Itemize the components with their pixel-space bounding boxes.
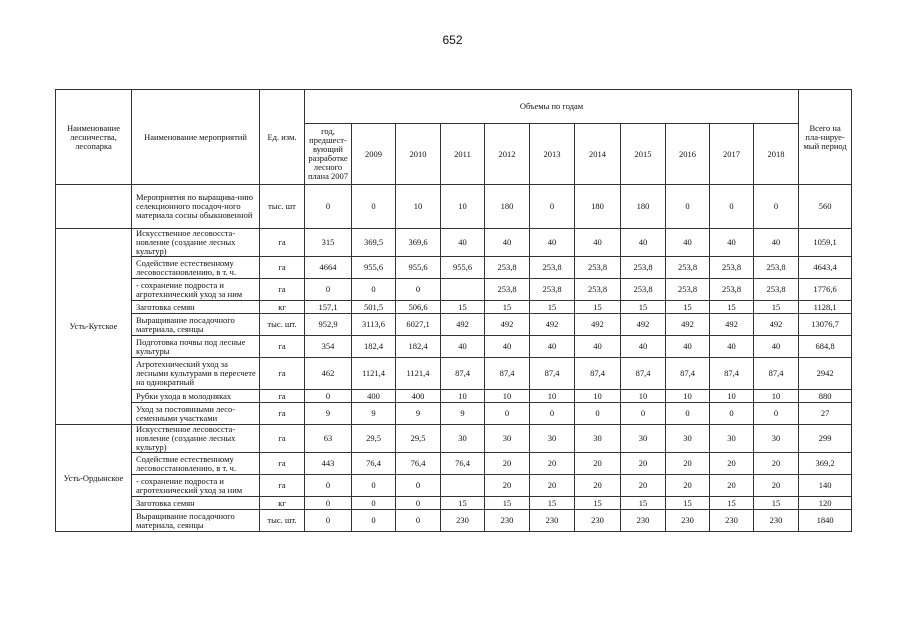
value-cell: 10 (485, 390, 530, 403)
value-cell: 40 (621, 336, 666, 358)
value-cell: 0 (396, 510, 441, 532)
value-cell: 15 (485, 497, 530, 510)
value-cell: 0 (666, 185, 710, 229)
value-cell: 10 (621, 390, 666, 403)
value-cell: 10 (666, 390, 710, 403)
activity-name: Заготовка семян (132, 301, 260, 314)
value-cell: 400 (396, 390, 441, 403)
unit-cell: га (260, 453, 305, 475)
value-cell: 1121,4 (352, 358, 396, 390)
value-cell: 87,4 (710, 358, 754, 390)
value-cell: 10 (530, 390, 575, 403)
value-cell: 40 (485, 229, 530, 257)
activity-name: Искусственное лесовосста-новление (создание лесных культур) (132, 425, 260, 453)
value-cell (441, 279, 485, 301)
unit-cell: га (260, 336, 305, 358)
value-cell: 15 (754, 497, 799, 510)
value-cell: 10 (441, 185, 485, 229)
value-cell: 0 (352, 279, 396, 301)
value-cell: 9 (352, 403, 396, 425)
value-cell: 180 (621, 185, 666, 229)
table-row (56, 510, 852, 532)
value-cell: 40 (666, 336, 710, 358)
header-year-4: 2012 (485, 124, 530, 185)
value-cell: 30 (485, 425, 530, 453)
value-cell: 10 (754, 390, 799, 403)
value-cell: 6027,1 (396, 314, 441, 336)
unit-cell: тыс. шт (260, 185, 305, 229)
value-cell: 30 (754, 425, 799, 453)
value-cell: 492 (621, 314, 666, 336)
value-cell: 492 (666, 314, 710, 336)
value-cell: 253,8 (621, 257, 666, 279)
activity-name: Заготовка семян (132, 497, 260, 510)
value-cell: 15 (621, 497, 666, 510)
value-cell: 30 (530, 425, 575, 453)
activity-name: Выращивание посадочного материала, сеянцы (132, 314, 260, 336)
value-cell: 501,5 (352, 301, 396, 314)
total-cell: 1128,1 (799, 301, 852, 314)
value-cell: 492 (575, 314, 621, 336)
unit-cell: га (260, 229, 305, 257)
value-cell: 0 (305, 185, 352, 229)
header-year-0: год, предшест-вующий разработке лесного плана 2007 (305, 124, 352, 185)
table-row (56, 301, 852, 314)
value-cell: 492 (530, 314, 575, 336)
total-cell: 1059,1 (799, 229, 852, 257)
value-cell: 40 (441, 336, 485, 358)
value-cell: 40 (666, 229, 710, 257)
value-cell: 9 (396, 403, 441, 425)
value-cell: 87,4 (530, 358, 575, 390)
value-cell: 15 (621, 301, 666, 314)
value-cell: 40 (441, 229, 485, 257)
table-row (56, 336, 852, 358)
header-unit: Ед. изм. (260, 90, 305, 185)
value-cell: 253,8 (575, 257, 621, 279)
value-cell: 0 (396, 475, 441, 497)
value-cell: 20 (530, 453, 575, 475)
value-cell: 955,6 (396, 257, 441, 279)
value-cell: 253,8 (666, 257, 710, 279)
value-cell: 3113,6 (352, 314, 396, 336)
table-row (56, 279, 852, 301)
unit-cell: кг (260, 301, 305, 314)
value-cell: 30 (710, 425, 754, 453)
value-cell: 0 (666, 403, 710, 425)
value-cell: 29,5 (396, 425, 441, 453)
value-cell: 63 (305, 425, 352, 453)
value-cell: 253,8 (575, 279, 621, 301)
value-cell: 1121,4 (396, 358, 441, 390)
total-cell: 27 (799, 403, 852, 425)
value-cell: 492 (754, 314, 799, 336)
value-cell: 157,1 (305, 301, 352, 314)
unit-cell: тыс. шт. (260, 314, 305, 336)
value-cell: 253,8 (530, 257, 575, 279)
value-cell: 10 (710, 390, 754, 403)
table-row (56, 257, 852, 279)
value-cell: 955,6 (441, 257, 485, 279)
value-cell: 10 (441, 390, 485, 403)
value-cell: 76,4 (441, 453, 485, 475)
value-cell: 955,6 (352, 257, 396, 279)
header-total: Всего на пла-нируе-мый период (799, 90, 852, 185)
header-year-3: 2011 (441, 124, 485, 185)
value-cell: 0 (710, 185, 754, 229)
unit-cell: га (260, 390, 305, 403)
total-cell: 4643,4 (799, 257, 852, 279)
value-cell: 40 (621, 229, 666, 257)
value-cell: 87,4 (441, 358, 485, 390)
table-row (56, 403, 852, 425)
activity-name: Рубки ухода в молодняках (132, 390, 260, 403)
table-row (56, 497, 852, 510)
activity-name: - сохранение подроста и агротехнический уход за ним (132, 279, 260, 301)
value-cell: 0 (754, 185, 799, 229)
value-cell: 4664 (305, 257, 352, 279)
value-cell: 230 (485, 510, 530, 532)
total-cell: 369,2 (799, 453, 852, 475)
table-row (56, 358, 852, 390)
value-cell: 40 (485, 336, 530, 358)
value-cell: 182,4 (396, 336, 441, 358)
value-cell: 15 (710, 301, 754, 314)
header-activity: Наименование мероприятий (132, 90, 260, 185)
header-year-1: 2009 (352, 124, 396, 185)
value-cell: 20 (710, 475, 754, 497)
value-cell: 0 (305, 497, 352, 510)
table-row (56, 453, 852, 475)
value-cell: 15 (441, 301, 485, 314)
value-cell: 0 (396, 497, 441, 510)
value-cell: 400 (352, 390, 396, 403)
forest-plan-table (55, 89, 852, 532)
activity-name: Мероприятия по выращива-нию селекционного посадоч-ного материала сосны обыкновенной (132, 185, 260, 229)
header-year-6: 2014 (575, 124, 621, 185)
value-cell: 0 (352, 475, 396, 497)
table-row (56, 475, 852, 497)
value-cell: 20 (754, 475, 799, 497)
value-cell: 30 (441, 425, 485, 453)
total-cell: 13076,7 (799, 314, 852, 336)
value-cell: 40 (530, 336, 575, 358)
value-cell: 506,6 (396, 301, 441, 314)
value-cell: 180 (485, 185, 530, 229)
header-year-7: 2015 (621, 124, 666, 185)
value-cell: 315 (305, 229, 352, 257)
unit-cell: га (260, 403, 305, 425)
table-row (56, 229, 852, 257)
value-cell: 40 (530, 229, 575, 257)
value-cell: 230 (575, 510, 621, 532)
value-cell: 15 (666, 497, 710, 510)
value-cell: 253,8 (485, 279, 530, 301)
forestry-name: Усть-Кутское (56, 229, 132, 425)
unit-cell: га (260, 257, 305, 279)
value-cell: 76,4 (352, 453, 396, 475)
value-cell: 20 (575, 453, 621, 475)
value-cell: 40 (754, 229, 799, 257)
value-cell: 40 (710, 336, 754, 358)
forestry-name (56, 185, 132, 229)
total-cell: 560 (799, 185, 852, 229)
value-cell: 40 (575, 229, 621, 257)
total-cell: 880 (799, 390, 852, 403)
header-year-8: 2016 (666, 124, 710, 185)
value-cell: 87,4 (575, 358, 621, 390)
activity-name: Агротехнический уход за лесными культурами в пересчете на однократный (132, 358, 260, 390)
value-cell: 87,4 (666, 358, 710, 390)
table-row (56, 390, 852, 403)
forestry-name: Усть-Ордынское (56, 425, 132, 532)
table-row (56, 314, 852, 336)
table-row (56, 425, 852, 453)
header-year-9: 2017 (710, 124, 754, 185)
value-cell: 29,5 (352, 425, 396, 453)
value-cell: 20 (666, 453, 710, 475)
value-cell: 253,8 (666, 279, 710, 301)
value-cell: 40 (754, 336, 799, 358)
value-cell: 253,8 (710, 257, 754, 279)
value-cell: 15 (530, 497, 575, 510)
value-cell: 20 (710, 453, 754, 475)
value-cell: 443 (305, 453, 352, 475)
value-cell: 0 (621, 403, 666, 425)
value-cell: 10 (575, 390, 621, 403)
value-cell: 253,8 (530, 279, 575, 301)
value-cell: 15 (754, 301, 799, 314)
total-cell: 1776,6 (799, 279, 852, 301)
value-cell: 30 (621, 425, 666, 453)
value-cell: 253,8 (621, 279, 666, 301)
value-cell: 0 (305, 475, 352, 497)
value-cell: 15 (710, 497, 754, 510)
value-cell: 15 (530, 301, 575, 314)
value-cell: 492 (441, 314, 485, 336)
value-cell: 0 (305, 390, 352, 403)
header-forestry: Наименование лесничества, лесопарка (56, 90, 132, 185)
unit-cell: тыс. шт. (260, 510, 305, 532)
value-cell: 20 (621, 453, 666, 475)
total-cell: 299 (799, 425, 852, 453)
value-cell: 492 (485, 314, 530, 336)
activity-name: Выращивание посадочного материала, сеянцы (132, 510, 260, 532)
activity-name: Уход за постоянными лесо-семенными участками (132, 403, 260, 425)
value-cell: 462 (305, 358, 352, 390)
table-row (56, 185, 852, 229)
unit-cell: га (260, 358, 305, 390)
value-cell: 20 (575, 475, 621, 497)
value-cell: 492 (710, 314, 754, 336)
value-cell: 230 (441, 510, 485, 532)
value-cell: 15 (485, 301, 530, 314)
value-cell: 253,8 (754, 279, 799, 301)
total-cell: 684,8 (799, 336, 852, 358)
value-cell: 20 (666, 475, 710, 497)
value-cell: 354 (305, 336, 352, 358)
value-cell: 0 (710, 403, 754, 425)
unit-cell: га (260, 279, 305, 301)
value-cell: 15 (575, 497, 621, 510)
value-cell: 230 (621, 510, 666, 532)
value-cell: 87,4 (485, 358, 530, 390)
activity-name: Искусственное лесовосста-новление (создание лесных культур) (132, 229, 260, 257)
value-cell: 0 (754, 403, 799, 425)
value-cell: 0 (530, 185, 575, 229)
value-cell: 87,4 (754, 358, 799, 390)
activity-name: - сохранение подроста и агротехнический уход за ним (132, 475, 260, 497)
value-cell: 9 (305, 403, 352, 425)
value-cell: 0 (396, 279, 441, 301)
value-cell: 87,4 (621, 358, 666, 390)
value-cell: 76,4 (396, 453, 441, 475)
value-cell: 369,6 (396, 229, 441, 257)
unit-cell: га (260, 425, 305, 453)
header-year-2: 2010 (396, 124, 441, 185)
unit-cell: кг (260, 497, 305, 510)
activity-name: Содействие естественному лесовосстановлению, в т. ч. (132, 453, 260, 475)
header-volumes-by-year: Объемы по годам (305, 90, 799, 124)
value-cell: 0 (485, 403, 530, 425)
value-cell: 182,4 (352, 336, 396, 358)
value-cell: 230 (754, 510, 799, 532)
value-cell: 230 (530, 510, 575, 532)
unit-cell: га (260, 475, 305, 497)
value-cell: 180 (575, 185, 621, 229)
value-cell: 0 (352, 497, 396, 510)
value-cell: 15 (666, 301, 710, 314)
value-cell: 30 (666, 425, 710, 453)
page-number: 652 (442, 33, 463, 47)
value-cell: 20 (485, 453, 530, 475)
value-cell: 15 (441, 497, 485, 510)
value-cell: 0 (530, 403, 575, 425)
activity-name: Подготовка почвы под лесные культуры (132, 336, 260, 358)
value-cell: 253,8 (485, 257, 530, 279)
value-cell: 20 (485, 475, 530, 497)
value-cell: 9 (441, 403, 485, 425)
value-cell: 30 (575, 425, 621, 453)
value-cell: 15 (575, 301, 621, 314)
value-cell: 20 (621, 475, 666, 497)
value-cell: 253,8 (710, 279, 754, 301)
value-cell: 952,9 (305, 314, 352, 336)
value-cell: 253,8 (754, 257, 799, 279)
value-cell: 0 (575, 403, 621, 425)
value-cell: 40 (575, 336, 621, 358)
value-cell: 369,5 (352, 229, 396, 257)
total-cell: 120 (799, 497, 852, 510)
total-cell: 2942 (799, 358, 852, 390)
value-cell: 10 (396, 185, 441, 229)
value-cell: 0 (352, 185, 396, 229)
value-cell: 40 (710, 229, 754, 257)
value-cell: 0 (352, 510, 396, 532)
header-year-10: 2018 (754, 124, 799, 185)
total-cell: 140 (799, 475, 852, 497)
value-cell: 20 (754, 453, 799, 475)
value-cell: 230 (666, 510, 710, 532)
value-cell (441, 475, 485, 497)
value-cell: 230 (710, 510, 754, 532)
value-cell: 0 (305, 279, 352, 301)
activity-name: Содействие естественному лесовосстановлению, в т. ч. (132, 257, 260, 279)
header-year-5: 2013 (530, 124, 575, 185)
value-cell: 20 (530, 475, 575, 497)
value-cell: 0 (305, 510, 352, 532)
total-cell: 1840 (799, 510, 852, 532)
